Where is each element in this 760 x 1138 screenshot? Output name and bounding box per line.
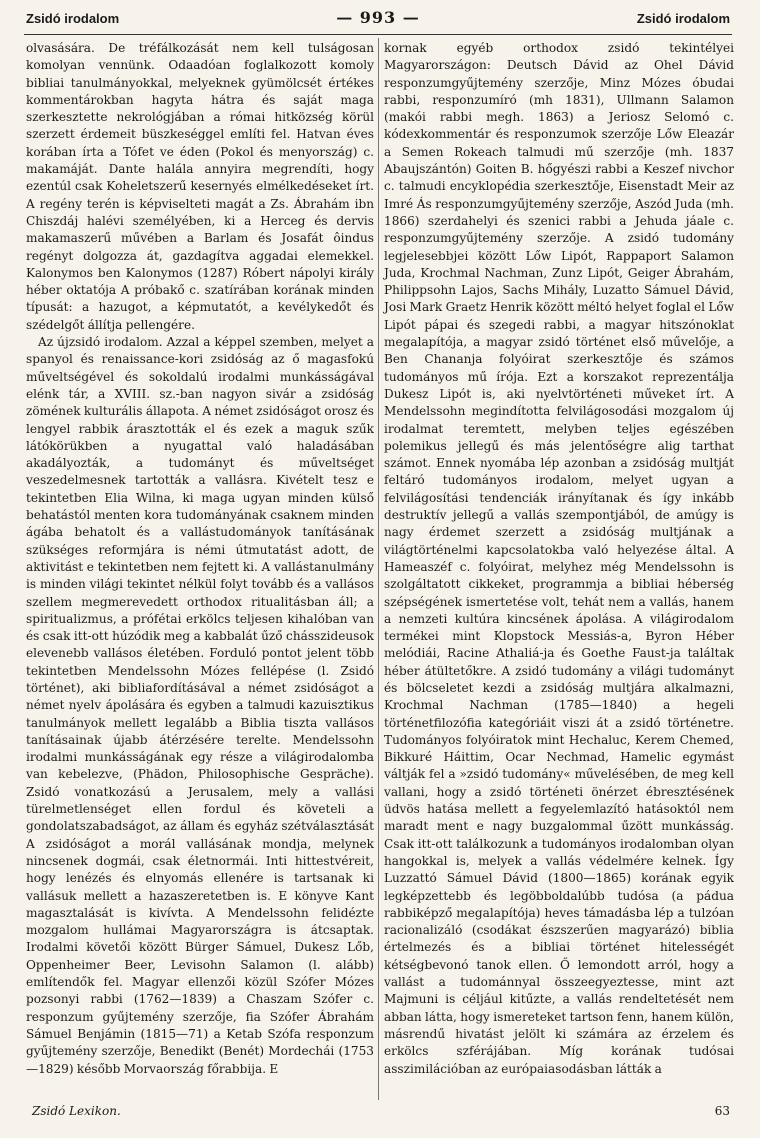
left-paragraph-2: Az újzsidó irodalom. Azzal a képpel szemben, melyet a spanyol és renaissance-kori zsidóság az ő magasfokú műveltségével és sokoldalú irodalmi munkásságával elénk tár, a XVIII. sz.-ban nagyon sivár a zsidóság zömének kulturális állapota. A német zsidóságot orosz és lengyel rabbik árasztották el és ezek a maguk szűk látókörükben a nyugattal való haladásában akadályozták, a tudományt és műveltséget veszedelmesnek tartották a vallásra. Kivételt tesz e tekintetben Elia Wilna, ki maga ugyan minden külső behatástól menten kora tudományának csaknem minden ágába behatolt és a vallástudományok tanításának szükséges reformjára is némi útmutatást adott, de aktivitást e tekintetben nem fejtett ki. A vallástanulmány is minden világi tekintet nélkül folyt tovább és a vallásos szellem megmerevedett orthodox ritualitásban áll; a spiritualizmus, a prófétai erkölcs teljesen kihalóban van és csak itt-ott húzódik meg a kabbalát űző chásszideusok elevenebb vallásos életében. Forduló pontot jelent több tekintetben Mendelssohn Mózes fellépése (l. Zsidó történet), aki bibliafordításával a német zsidóságot a német nyelv ápolására és egyben a talmudi kazuisztikus tanulmányok mellett legalább a Biblia tiszta vallásos tanításainak újabb átérzésére terelte. Mendelssohn irodalmi munkásságának egy része a világirodalomba van kebelezve, (Phädon, Philosophische Gespräche). Zsidó vonatkozású a Jerusalem, mely a vallási türelmetlenséget ellen fordul és követeli a gondolatszabadságot, az állam és egyház szétválasztását A zsidóságot a morál vallásának mondja, melynek nincsenek dogmái, csak életnormái. Inti hittestvéreit, hogy lenézés és elnyomás ellenére is tartsanak ki vallásuk mellett a hazaszeretetben is. E könyve Kant magasztalását is kivívta. A Mendelssohn felidézte mozgalom hullámai Magyarországra is átcsaptak. Irodalmi követői között Bürger Sámuel, Dukesz Lőb, Oppenheimer Beer, Levisohn Salamon (l. alább) említendők fel. Magyar ellenzői közül Szófer Mózes pozsonyi rabbi (1762—1839) a Chaszam Szófer c. responzum gyűjtemény szerzője, fia Szófer Ábrahám Sámuel Benjámin (1815—71) a Ketab Szófa responzum gyűjtemény szerzője, Benedikt (Benét) Mordechái (1753—1829) később Morvaország főrabbija. E (26, 335, 374, 1076)
header-rule (24, 34, 732, 35)
column-divider (378, 38, 379, 1100)
page-number-header: — 993 — (336, 8, 420, 27)
right-column (384, 40, 734, 1078)
footer-signature: 63 (714, 1104, 730, 1118)
right-paragraph-1: kornak egyéb orthodox zsidó tekintélyei Magyarországon: Deutsch Dávid az Ohel Dávid responzumgyűjtemény szerzője, Minz Mózes óbudai rabbi, responzumíró (mh 1831), Ullmann Salamon (makói rabbi megh. 1863) a Jeriosz Selomó c. kódexkommentár és responzumok szerzője Lőw Eleazár a Semen Rokeach talmudi mű szerzője (mh. 1837 Abaujszántón) Goiten B. hőgyészi rabbi a Keszef nivchor c. talmudi encyklopédia szerkesztője, Eisenstadt Meir az Imré Ás responzumgyűjtemény szerzője, Aszód Juda (mh. 1866) szerdahelyi és szenici rabbi a Jehuda jáale c. responzumgyűjtemény szerzője. A zsidó tudomány legjelesebbjei között Lőw Lipót, Rappaport Salamon Juda, Krochmal Nachman, Zunz Lipót, Geiger Ábrahám, Philippsohn Lajos, Sachs Mihály, Luzatto Sámuel Dávid, Josi Mark Graetz Henrik között méltó helyet foglal el Lőw Lipót pápai és szegedi rabbi, a magyar hitszónoklat megalapítója, a magyar zsidó történet első művelője, a Ben Chananja folyóirat szerkesztője és számos tudományos mű írója. Ezt a korszakot reprezentálja Dukesz Lipót is, aki nyelvtörténeti műveket írt. A Mendelssohn megindította felvilágosodási mozgalom új irodalmat teremtett, melyben teljes egészében polemikus jellegű és más jelentőségre alig tarthat számot. Ennek nyomába lép azonban a zsidóság multját feltáró tudományos irodalom, melyet ugyan a felvilágosítási tendenciák irányítanak és így inkább destruktív jellegű a vallás szempontjából, de amúgy is nagy érdemet szerzett a zsidóság multjának a világtörténelmi kapcsolatokba való helyezése által. A Hameaszéf c. folyóirat, melyhez még Mendelssohn is szolgáltatott cikkeket, programmja a bibliai héberség szépségének ismertetése volt, tehát nem a vallás, hanem a nemzeti kultúra kincsének ápolása. A világirodalom termékei mint Klopstock Messiás-a, Byron Héber melódiái, Racine Athaliá-ja és Goethe Faust-ja találtak héber átültetőkre. A zsidó tudomány a világi tudományt és bölcseletet kezdi a zsidóság multjára alkalmazni, Krochmal Nachman (1785—1840) a hegeli történetfilozófia kategóriáit viszi át a zsidó történetre. Tudományos folyóiratok mint Hechaluc, Kerem Chemed, Bikkuré Háittim, Ocar Nechmad, Hamelic egymást váltják fel a »zsidó tudomány« művelésében, de meg kell vallani, hogy a zsidó történeti önérzet ébresztésének üdvös hatása mellett a fegyelemlazító hatásoktól nem maradt ment e nagy buzgalommal űzött munkásság. Csak itt-ott találkozunk a tudományos irodalomban olyan hangokkal is, melyek a vallás védelmére kelnek. Így Luzzattó Sámuel Dávid (1800—1865) korának egyik legképzettebb és legöbboldalúbb tudósa (a pádua rabbiképző megalapítója) heves támadásba lép a tulzóan racionalizáló (csodákat észszerűen magyarázó) biblia értelmezés és a bibliai történet hitelességét kétségbevonó tanok ellen. Ő lemondott arról, hogy a vallást a tudománnyal összeegyeztesse, mint azt Majmuni is céljául kitűzte, a vallás rendeltetését nem abban látta, hogy ismereteket tartson fenn, hanem külön, másrendű hivatást jelölt ki számára az érzelem és erkölcs szférájában. Míg korának tudósai asszimilációban az európaiasodásban látták a (384, 41, 734, 1076)
left-column (26, 40, 374, 1078)
header-left-title: Zsidó irodalom (26, 11, 120, 26)
left-paragraph-1: olvasására. De tréfálkozását nem kell tulságosan komolyan vennünk. Odaadóan foglalkozott komoly bibliai tanulmányokkal, melyeknek gyümölcsét értékes kommentárokban hagyta hátra és saját maga szerkesztette nekrológjában a római hitközség körül szerzett érdemeit büszkeséggel említi fel. Hatvan éves korában írta a Tófet ve éden (Pokol és menyország) c. makamáját. Dante halála annyira megrendíti, hogy ezentúl csak Koheletszerű kesernyés elmélkedéseket írt. A regény terén is képviselteti magát a Zs. Ábrahám ibn Chiszdáj halévi személyében, ki a Herceg és dervis makamaszerű művében a Barlam és Josafát ôindus regényt dolgozza át, gazdagítva aggadai elemekkel. Kalonymos ben Kalonymos (1287) Róbert nápolyi király héber oktatója A próbakő c. szatírában korának minden típusát: a hazugot, a képmutatót, a kevélykedőt és szédelgőt állítja pellengére. (26, 41, 374, 332)
header-right-title: Zsidó irodalom (636, 11, 730, 26)
footer-publication: Zsidó Lexikon. (32, 1104, 121, 1118)
running-header (26, 8, 730, 30)
